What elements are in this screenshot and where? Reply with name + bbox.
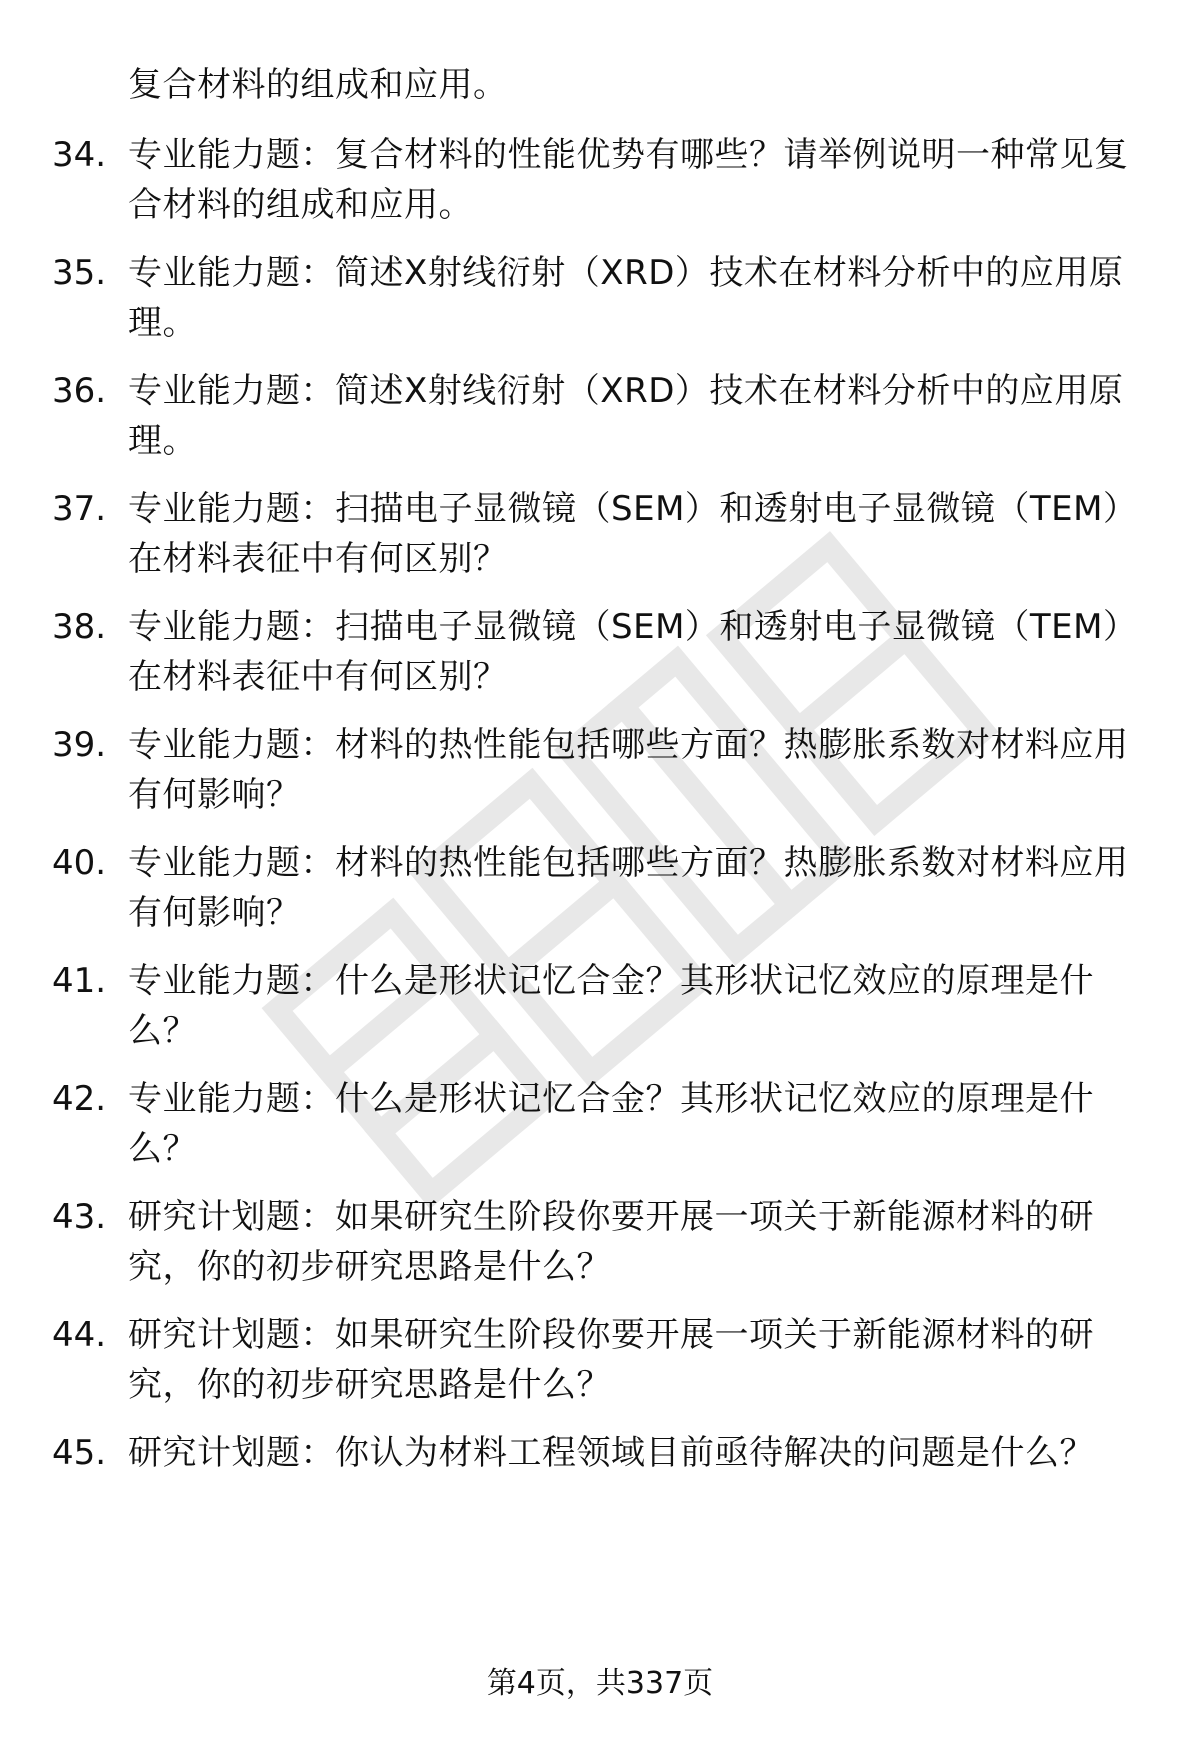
page-footer: 第4页，共337页 [486,1666,714,1701]
question-number: 35. [52,253,107,293]
question-text: 专业能力题：扫描电子显微镜（SEM）和透射电子显微镜（TEM）在材料表征中有何区别？ [128,489,1138,579]
question-text: 专业能力题：什么是形状记忆合金？其形状记忆效应的原理是什么？ [128,1079,1094,1169]
question-number: 38. [52,607,107,647]
question-text: 专业能力题：什么是形状记忆合金？其形状记忆效应的原理是什么？ [128,961,1094,1051]
question-text: 研究计划题：你认为材料工程领域目前亟待解决的问题是什么？ [128,1433,1094,1473]
question-text: 专业能力题：复合材料的性能优势有哪些？请举例说明一种常见复合材料的组成和应用。 [128,135,1129,225]
question-number: 41. [52,961,107,1001]
question-number: 40. [52,843,107,883]
question-number: 43. [52,1197,107,1237]
question-text: 专业能力题：简述X射线衍射（XRD）技术在材料分析中的应用原理。 [128,371,1124,461]
question-number: 34. [52,135,107,175]
question-number: 36. [52,371,107,411]
question-number: 42. [52,1079,107,1119]
question-text: 专业能力题：材料的热性能包括哪些方面？热膨胀系数对材料应用有何影响？ [128,725,1129,815]
continued-question-text: 复合材料的组成和应用。 [128,65,508,105]
question-number: 45. [52,1433,107,1473]
question-text: 研究计划题：如果研究生阶段你要开展一项关于新能源材料的研究，你的初步研究思路是什么？ [128,1315,1094,1405]
question-number: 37. [52,489,107,529]
question-text: 专业能力题：扫描电子显微镜（SEM）和透射电子显微镜（TEM）在材料表征中有何区别？ [128,607,1138,697]
question-text: 研究计划题：如果研究生阶段你要开展一项关于新能源材料的研究，你的初步研究思路是什么？ [128,1197,1094,1287]
question-number: 44. [52,1315,107,1355]
question-number: 39. [52,725,107,765]
question-text: 专业能力题：简述X射线衍射（XRD）技术在材料分析中的应用原理。 [128,253,1124,343]
question-text: 专业能力题：材料的热性能包括哪些方面？热膨胀系数对材料应用有何影响？ [128,843,1129,933]
